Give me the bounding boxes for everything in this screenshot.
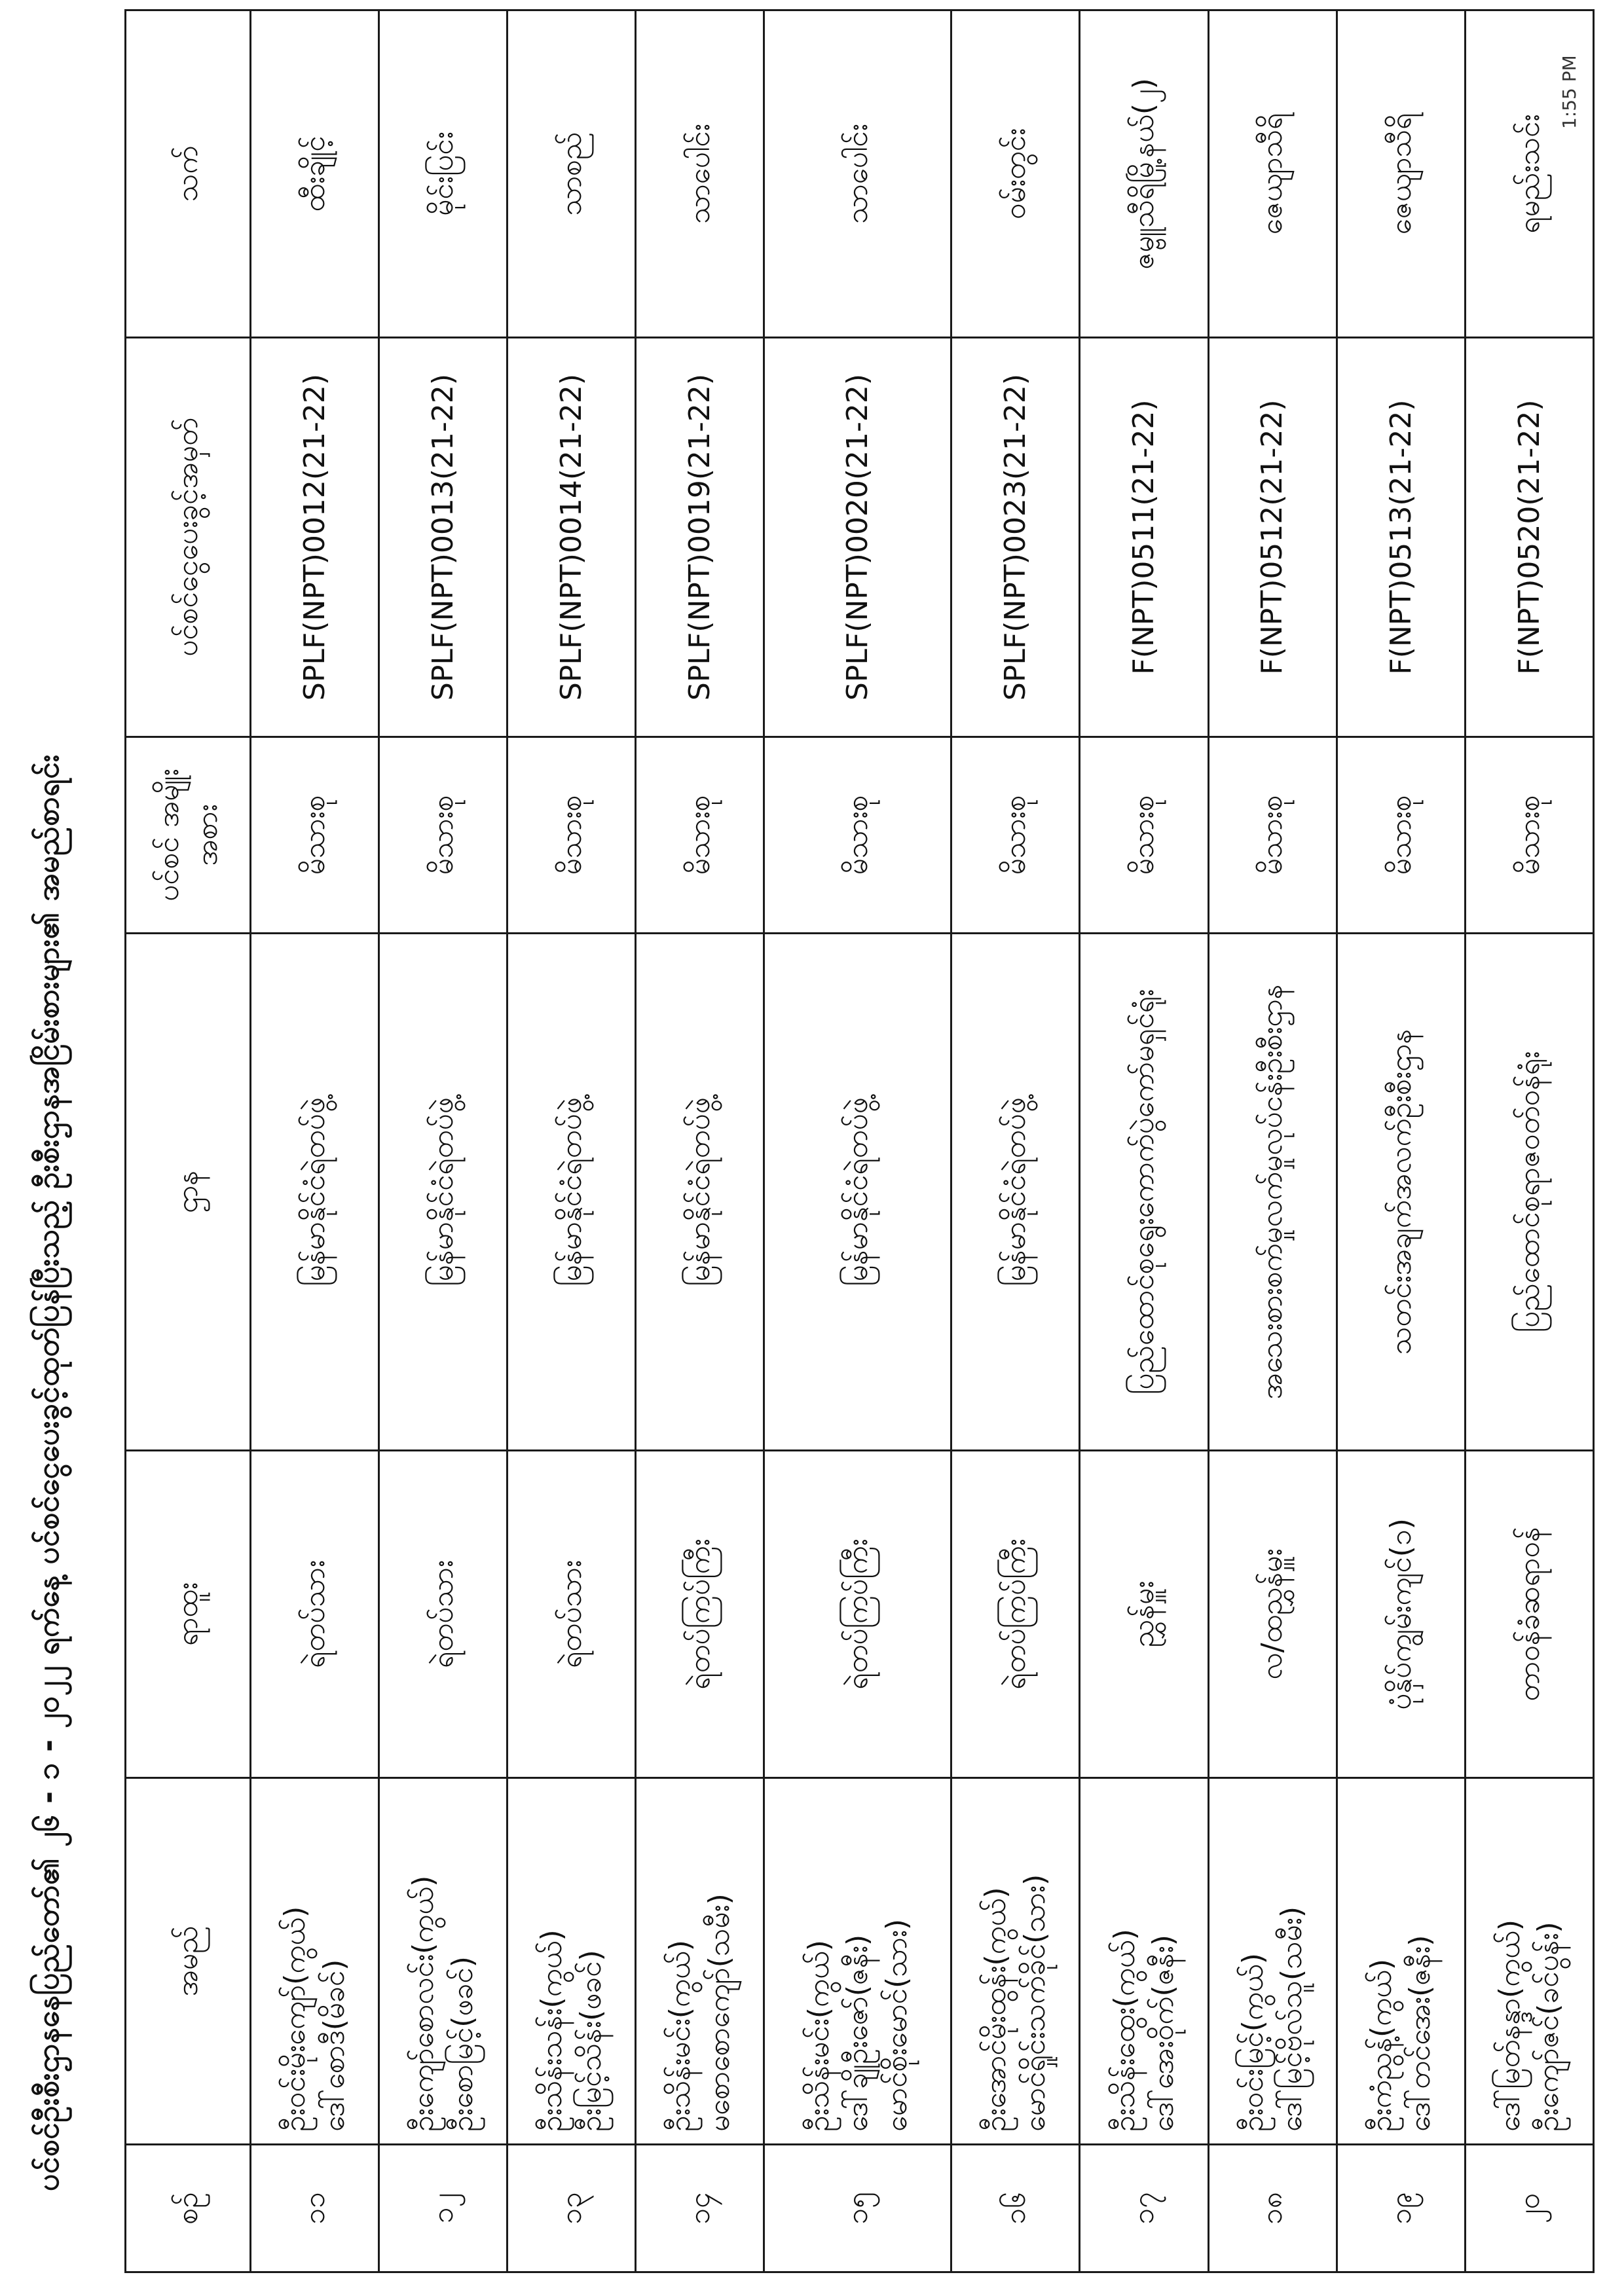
cell-rank: ရဲတပ်သား bbox=[507, 1451, 636, 1778]
cell-order-no: SPLF(NPT)0013(21-22) bbox=[379, 338, 507, 737]
cell-name bbox=[379, 1778, 507, 2145]
cell-name bbox=[507, 1778, 636, 2145]
table-row bbox=[507, 10, 636, 2272]
table-row bbox=[1337, 10, 1465, 2272]
cell-pension-type: မိသားစု bbox=[951, 737, 1080, 934]
name-line: မောင်စိုးမောင်(သား) bbox=[879, 1918, 913, 2132]
cell-city: ရမည်းသင်း bbox=[1465, 10, 1593, 338]
cell-city: ဇေယျာသီရိ bbox=[1337, 10, 1465, 338]
name-line: ဒေါ်ချိုဦးဇော်(ဇနီး) bbox=[841, 1934, 875, 2132]
name-line: မောင်ရှိုင်းသက်ခိုင်(သား) bbox=[1018, 1874, 1052, 2132]
cell-pension-type: မိသားစု bbox=[1337, 737, 1465, 934]
cell-name bbox=[951, 1778, 1080, 2145]
cell-rank: ရဲတပ်ကြပ်ကြီး bbox=[764, 1451, 951, 1778]
cell-no: ၁၂ bbox=[379, 2145, 507, 2272]
cell-dept: ပြည်ထောင်စုရွေးကောက်ပွဲကော်မရှင်ရုံး bbox=[1080, 934, 1208, 1451]
pension-roster-table bbox=[124, 9, 1595, 2273]
name-line: ဦးကျော်ဇင်(ခင်ပွန်း) bbox=[1532, 1922, 1566, 2132]
cell-city: သာပေါင်း bbox=[764, 10, 951, 338]
name-line: ဒေါ်အေးဝိုက်(ဇနီး) bbox=[1146, 1935, 1180, 2132]
cell-dept: မြန်မာနိုင်ငံရဲတပ်ဖွဲ့ bbox=[951, 934, 1080, 1451]
name-line: ဒေါ်မြတ်နန္ဒာ(ကွယ်) bbox=[1492, 1919, 1526, 2132]
cell-no: ၂၀ bbox=[1465, 2145, 1593, 2272]
cell-order-no: F(NPT)0512(21-22) bbox=[1208, 338, 1337, 737]
cell-pension-type: မိသားစု bbox=[764, 737, 951, 934]
table-row bbox=[636, 10, 764, 2272]
header-no: စဉ် bbox=[126, 2145, 251, 2272]
cell-rank: ညွှန်မှူး bbox=[1080, 1451, 1208, 1778]
name-line: ဦးဝင်းမိုးကျော်(ကွယ်) bbox=[278, 1906, 312, 2132]
table-row bbox=[379, 10, 507, 2272]
cell-no: ၁၁ bbox=[251, 2145, 379, 2272]
header-city: သက် bbox=[126, 10, 251, 338]
table-row bbox=[951, 10, 1080, 2272]
cell-no: ၁၆ bbox=[951, 2145, 1080, 2272]
cell-pension-type: မိသားစု bbox=[251, 737, 379, 934]
name-line: ဦးသိန်းမင်း(ကွယ်) bbox=[802, 1940, 836, 2132]
cell-name bbox=[1080, 1778, 1208, 2145]
cell-order-no: SPLF(NPT)0023(21-22) bbox=[951, 338, 1080, 737]
name-line: ဦးအောင်မိုးထွန်း(ကွယ်) bbox=[979, 1887, 1013, 2132]
cell-dept: သတင်းအချက်အလက်ဦးစီးဌာန bbox=[1337, 934, 1465, 1451]
cell-no: ၁၉ bbox=[1337, 2145, 1465, 2272]
cell-rank: ပုံနှိပ်ကျွမ်းကျင်(၁) bbox=[1337, 1451, 1465, 1778]
cell-city: ဝမ်းတွင်း bbox=[951, 10, 1080, 338]
cell-pension-type: မိသားစု bbox=[636, 737, 764, 934]
cell-rank: လ/ထညွှန်မှူး bbox=[1208, 1451, 1337, 1778]
cell-name bbox=[1465, 1778, 1593, 2145]
table-row bbox=[764, 10, 951, 2272]
name-line: ဦးကံညွန့်(ကွယ်) bbox=[1364, 1958, 1398, 2132]
table-row bbox=[1080, 10, 1208, 2272]
cell-dept: မြန်မာနိုင်ငံရဲတပ်ဖွဲ့ bbox=[764, 934, 951, 1451]
table-header-row bbox=[126, 10, 251, 2272]
name-line: ဒေါ်တင်အေး(ဇနီး) bbox=[1403, 1935, 1437, 2132]
name-line: ဦးဝင်းမြင့်(ကွယ်) bbox=[1236, 1953, 1270, 2132]
cell-no: ၁၇ bbox=[1080, 2145, 1208, 2272]
cell-city: ထီးချိုင့် bbox=[251, 10, 379, 338]
name-line: ဒေါ်မြင့်ဗိုလ်သူ(သမီး) bbox=[1275, 1906, 1309, 2132]
cell-rank: ရဲတပ်သား bbox=[379, 1451, 507, 1778]
page-title: ပင်စင်ဦးစီးဌာနနေပြည်တော်၏ ၂၆ - ၁ - ၂၀၂၂ ရက်နေ့ ပင်စင်ငွေပေးခွင့်ထုတ်ပြန်ပြီးသည့် ဦးစီးဌာနအငြိမ်းစားများ၏ အမည်စာရင်း bbox=[30, 754, 65, 2191]
cell-order-no: SPLF(NPT)0012(21-22) bbox=[251, 338, 379, 737]
cell-pension-type: မိသားစု bbox=[507, 737, 636, 934]
cell-order-no: SPLF(NPT)0014(21-22) bbox=[507, 338, 636, 737]
header-name: အမည် bbox=[126, 1778, 251, 2145]
cell-pension-type: မိသားစု bbox=[1465, 737, 1593, 934]
cell-dept: အသေးစားစက်မှုလက်မှုလုပ်ငန်းဦးစီးဌာန bbox=[1208, 934, 1337, 1451]
cell-city: သာစည် bbox=[507, 10, 636, 338]
name-line: ဒေါ်စောဒီ(မိခင်) bbox=[317, 1959, 351, 2132]
header-rank: ရာထူး bbox=[126, 1451, 251, 1778]
name-line: ဦးသိန်းသန်း(ကွယ်) bbox=[535, 1929, 569, 2132]
cell-rank: ရဲတပ်ကြပ်ကြီး bbox=[636, 1451, 764, 1778]
cell-dept: မြန်မာနိုင်ငံရဲတပ်ဖွဲ့ bbox=[251, 934, 379, 1451]
cell-name bbox=[1337, 1778, 1465, 2145]
table-row bbox=[1208, 10, 1337, 2272]
cell-name bbox=[251, 1778, 379, 2145]
name-line: ဦးမြင့်သိန်း(ဖခင်) bbox=[574, 1950, 608, 2132]
cell-name bbox=[764, 1778, 951, 2145]
name-line: ဦးသိန်းမင်း(ကွယ်) bbox=[663, 1940, 697, 2132]
cell-pension-type: မိသားစု bbox=[379, 737, 507, 934]
header-order-no: ပင်စင်ငွေပေးခွင့်အမှတ် bbox=[126, 338, 251, 737]
header-pension-type: ပင်စင် အမျိုးအစား bbox=[126, 737, 251, 934]
cell-order-no: F(NPT)0511(21-22) bbox=[1080, 338, 1208, 737]
cell-order-no: F(NPT)0520(21-22) bbox=[1465, 338, 1593, 737]
name-line: ဦးကျော်စောလင်း(ကွယ်) bbox=[407, 1875, 441, 2132]
cell-no: ၁၄ bbox=[636, 2145, 764, 2272]
name-line: ဦးစောမြင့်(ဖခင်) bbox=[445, 1956, 479, 2132]
cell-order-no: F(NPT)0513(21-22) bbox=[1337, 338, 1465, 737]
cell-city: သာပေါင်း bbox=[636, 10, 764, 338]
cell-dept: မြန်မာနိုင်ငံရဲတပ်ဖွဲ့ bbox=[636, 934, 764, 1451]
cell-no: ၁၃ bbox=[507, 2145, 636, 2272]
cell-dept: ပြည်ထောင်စုရာဇဝတ်ဝန်ရုံး bbox=[1465, 934, 1593, 1451]
cell-name bbox=[636, 1778, 764, 2145]
cell-rank: ရဲတပ်ကြပ်ကြီး bbox=[951, 1451, 1080, 1778]
cell-city: မိုင်းပြင်း bbox=[379, 10, 507, 338]
cell-name bbox=[1208, 1778, 1337, 2145]
name-line: ဦးသိန်းထွေး(ကွယ်) bbox=[1107, 1929, 1141, 2132]
cell-pension-type: မိသားစု bbox=[1080, 737, 1208, 934]
cell-rank: ရဲတပ်သား bbox=[251, 1451, 379, 1778]
cell-rank: တာဝန်ခံဆရာဝန် bbox=[1465, 1451, 1593, 1778]
cell-city: ဇမ္ဗူသီရိမြို့နယ်(၂) bbox=[1080, 10, 1208, 338]
cell-city: ဇေယျာသီရိ bbox=[1208, 10, 1337, 338]
cell-no: ၁၈ bbox=[1208, 2145, 1337, 2272]
cell-no: ၁၅ bbox=[764, 2145, 951, 2272]
table-row bbox=[1465, 10, 1593, 2272]
cell-pension-type: မိသားစု bbox=[1208, 737, 1337, 934]
cell-order-no: SPLF(NPT)0019(21-22) bbox=[636, 338, 764, 737]
name-line: မစောစောကျော်(သမီး) bbox=[702, 1893, 736, 2132]
scan-timestamp: 1:55 PM bbox=[1559, 55, 1580, 129]
cell-dept: မြန်မာနိုင်ငံရဲတပ်ဖွဲ့ bbox=[379, 934, 507, 1451]
table-row bbox=[251, 10, 379, 2272]
cell-dept: မြန်မာနိုင်ငံရဲတပ်ဖွဲ့ bbox=[507, 934, 636, 1451]
cell-order-no: SPLF(NPT)0020(21-22) bbox=[764, 338, 951, 737]
header-dept: ဌာန bbox=[126, 934, 251, 1451]
